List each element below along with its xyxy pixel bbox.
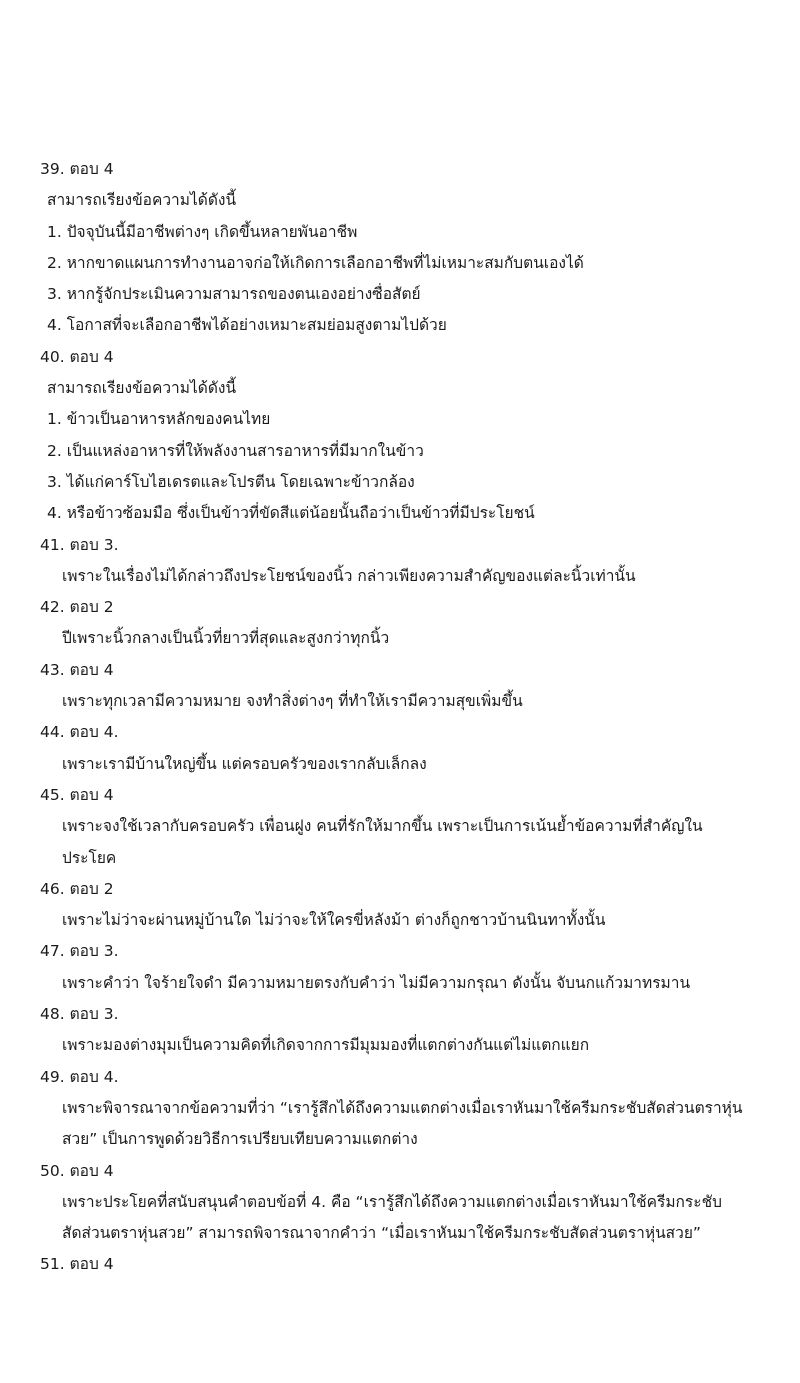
answer-key-document xyxy=(0,154,800,1281)
answer-heading: 43. ตอบ 4 xyxy=(40,660,114,679)
ordered-sentence: 4. หรือข้าวซ้อมมือ ซึ่งเป็นข้าวที่ขัดสีแต่น้อยนั้นถือว่าเป็นข้าวที่มีประโยชน์ xyxy=(47,504,535,523)
answer-heading: 39. ตอบ 4 xyxy=(40,160,114,178)
ordered-sentence: 1. ข้าวเป็นอาหารหลักของคนไทย xyxy=(47,410,271,429)
ordered-sentence: 3. หากรู้จักประเมินความสามารถของตนเองอย่างซื่อสัตย์ xyxy=(47,285,421,304)
answer-explanation: เพราะคำว่า ใจร้ายใจดำ มีความหมายตรงกับคำว่า ไม่มีความกรุณา ดังนั้น จับนกแก้วมาทรมาน xyxy=(62,973,691,992)
answer-heading: 51. ตอบ 4 xyxy=(40,1255,114,1274)
answer-explanation: เพราะในเรื่องไม่ได้กล่าวถึงประโยชน์ของนิ้ว กล่าวเพียงความสำคัญของแต่ละนิ้วเท่านั้น xyxy=(62,566,636,585)
answer-explanation: สัดส่วนตราหุ่นสวย” สามารถพิจารณาจากคำว่า “เมื่อเราหันมาใช้ครีมกระชับสัดส่วนตราหุ่นสวย” xyxy=(62,1224,701,1243)
answer-explanation: เพราะไม่ว่าจะผ่านหมู่บ้านใด ไม่ว่าจะให้ใครขี่หลังม้า ต่างก็ถูกชาวบ้านนินทาทั้งนั้น xyxy=(62,911,606,930)
answer-explanation: เพราะมองต่างมุมเป็นความคิดที่เกิดจากการมีมุมมองที่แตกต่างกันแต่ไม่แตกแยก xyxy=(62,1036,590,1055)
answer-explanation: ประโยค xyxy=(62,848,117,867)
answer-heading: 42. ตอบ 2 xyxy=(40,598,114,617)
ordered-sentence: 1. ปัจจุบันนี้มีอาชีพต่างๆ เกิดขึ้นหลายพันอาชีพ xyxy=(47,222,358,241)
ordered-sentence: 2. เป็นแหล่งอาหารที่ให้พลังงานสารอาหารที่มีมากในข้าว xyxy=(47,441,424,460)
answer-explanation: เพราะจงใช้เวลากับครอบครัว เพื่อนฝูง คนที่รักให้มากขึ้น เพราะเป็นการเน้นย้ำข้อความที่สำคัญใน xyxy=(62,817,703,836)
answer-explanation: เพราะเรามีบ้านใหญ่ขึ้น แต่ครอบครัวของเรากลับเล็กลง xyxy=(62,754,427,773)
answer-explanation: สวย” เป็นการพูดด้วยวิธีการเปรียบเทียบความแตกต่าง xyxy=(62,1130,418,1149)
answer-heading: 44. ตอบ 4. xyxy=(40,723,119,742)
answer-heading: 47. ตอบ 3. xyxy=(40,942,119,961)
answer-heading: 49. ตอบ 4. xyxy=(40,1067,119,1086)
answer-explanation: เพราะทุกเวลามีความหมาย จงทำสิ่งต่างๆ ที่ทำให้เรามีความสุขเพิ่มขึ้น xyxy=(62,692,523,711)
ordered-sentence: 4. โอกาสที่จะเลือกอาชีพได้อย่างเหมาะสมย่อมสูงตามไปด้วย xyxy=(47,316,447,335)
answer-heading: 50. ตอบ 4 xyxy=(40,1161,114,1180)
answer-explanation: ปีเพราะนิ้วกลางเป็นนิ้วที่ยาวที่สุดและสูงกว่าทุกนิ้ว xyxy=(62,629,390,648)
answer-explanation: เพราะประโยคที่สนับสนุนคำตอบข้อที่ 4. คือ “เรารู้สึกได้ถึงความแตกต่างเมื่อเราหันมาใช้ครีมกระชับ xyxy=(62,1192,722,1211)
ordered-sentence: 3. ได้แก่คาร์โบไฮเดรตและโปรตีน โดยเฉพาะข้าวกล้อง xyxy=(47,472,415,491)
ordered-sentence: 2. หากขาดแผนการทำงานอาจก่อให้เกิดการเลือกอาชีพที่ไม่เหมาะสมกับตนเองได้ xyxy=(47,253,584,272)
answer-heading: 46. ตอบ 2 xyxy=(40,879,114,898)
answer-heading: 41. ตอบ 3. xyxy=(40,535,119,554)
answer-intro: สามารถเรียงข้อความได้ดังนี้ xyxy=(47,191,237,210)
answer-intro: สามารถเรียงข้อความได้ดังนี้ xyxy=(47,379,237,398)
answer-heading: 48. ตอบ 3. xyxy=(40,1005,119,1024)
answer-heading: 45. ตอบ 4 xyxy=(40,785,114,804)
answer-heading: 40. ตอบ 4 xyxy=(40,347,114,366)
answer-explanation: เพราะพิจารณาจากข้อความที่ว่า “เรารู้สึกได้ถึงความแตกต่างเมื่อเราหันมาใช้ครีมกระชับสัดส่วนตราหุ่น xyxy=(62,1098,743,1117)
